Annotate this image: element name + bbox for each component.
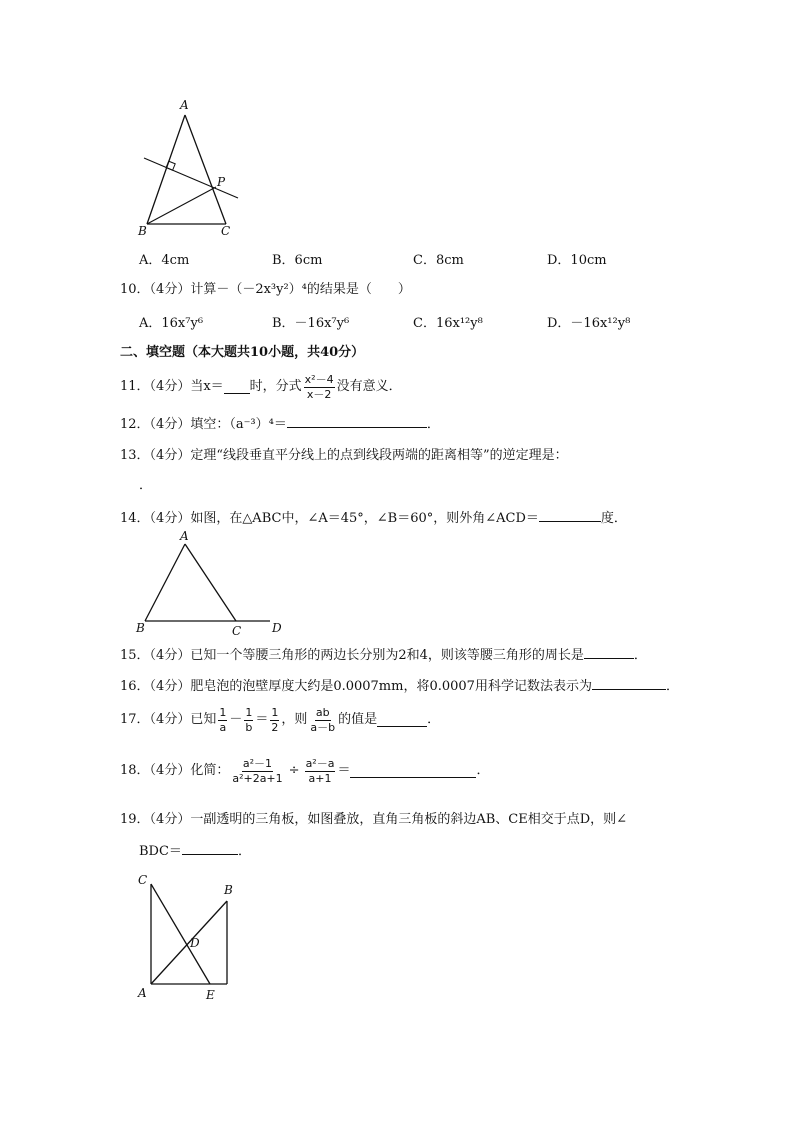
q19-label-a: A (138, 986, 147, 1000)
q18-f2-num: a²－a (305, 756, 335, 770)
q17-fraction-4 (309, 706, 336, 735)
q15 (120, 645, 647, 666)
q14-label-d: D (272, 621, 282, 635)
q19-label-b: B (224, 883, 233, 897)
q17-f1-num: 1 (219, 705, 227, 719)
q14-figure (130, 528, 300, 640)
q9-option-b: B．6cm (272, 253, 323, 268)
q9-option-c: C．8cm (413, 253, 464, 268)
q16-end: ． (665, 679, 679, 694)
q18-answer-blank[interactable] (350, 764, 476, 778)
q14-suffix: 度． (600, 511, 627, 526)
q19-label-d: D (190, 936, 200, 950)
q9-label-c: C (221, 224, 231, 238)
q19-line1: 19．（4分）一副透明的三角板，如图叠放，直角三角板的斜边AB、CE相交于点D，则∠ (120, 812, 628, 827)
q9-label-b: B (138, 224, 147, 238)
q9-label-a: A (180, 98, 189, 112)
q17-f2-den: b (245, 720, 253, 734)
q14-label-b: B (136, 621, 145, 635)
q18-prefix: 18．（4分）化简： (120, 763, 230, 778)
q17-suffix: 的值是 (338, 712, 378, 727)
q11 (120, 370, 402, 404)
q19-line2-end: ． (237, 844, 251, 859)
q18-fraction-1 (231, 757, 283, 786)
q17-f2-num: 1 (245, 705, 253, 719)
q17-end: ． (427, 712, 441, 727)
q11-fraction-num: x²－4 (304, 372, 334, 386)
q14-label-c: C (232, 624, 242, 638)
q17-fraction-3 (270, 706, 279, 735)
q17-mid: ，则 (281, 712, 308, 727)
q18-eq: ＝ (337, 763, 351, 778)
q10-option-b: B．－16x⁷y⁶ (272, 316, 350, 331)
q11-middle: 时，分式 (249, 379, 302, 394)
q19-line2 (139, 841, 251, 862)
q10-option-a: A．16x⁷y⁶ (139, 316, 204, 331)
q15-text: 15．（4分）已知一个等腰三角形的两边长分别为2和4，则该等腰三角形的周长是 (120, 648, 584, 663)
q18-fraction-2 (305, 757, 336, 786)
q11-suffix: 没有意义． (336, 379, 402, 394)
q19-line2-prefix: BDC＝ (139, 844, 182, 859)
q17-prefix: 17．（4分）已知 (120, 712, 217, 727)
q14-answer-blank[interactable] (539, 508, 601, 522)
q16 (120, 676, 679, 697)
q18-f2-den: a+1 (308, 771, 332, 785)
q17-f4-den: a－b (310, 720, 336, 734)
q10-option-d: D．－16x¹²y⁸ (547, 316, 631, 331)
q17-f3-den: 2 (271, 720, 279, 734)
q14 (120, 508, 627, 529)
q12-answer-blank[interactable] (287, 414, 427, 428)
q15-end: ． (633, 648, 647, 663)
q14-label-a: A (180, 529, 189, 543)
q13-line2: ． (139, 478, 153, 493)
section-fill-in-title: 二、填空题（本大题共10小题，共40分） (120, 345, 365, 360)
q18 (120, 752, 490, 790)
q18-divide: ÷ (288, 763, 300, 778)
q19-label-c: C (138, 873, 148, 887)
q9-figure (130, 96, 250, 241)
q11-fraction (304, 373, 335, 402)
q17-f4-num: ab (315, 705, 330, 719)
q19-label-e: E (206, 988, 215, 1002)
q11-answer-blank[interactable] (224, 380, 250, 394)
q16-answer-blank[interactable] (592, 676, 666, 690)
q19-answer-blank[interactable] (182, 841, 238, 855)
q12-text: 12．（4分）填空：（a⁻³）⁴＝ (120, 417, 287, 432)
q13-line1: 13．（4分）定理“线段垂直平分线上的点到线段两端的距离相等”的逆定理是： (120, 448, 568, 463)
q18-f1-num: a²－1 (242, 756, 273, 770)
q17-answer-blank[interactable] (377, 713, 427, 727)
q19-figure (128, 866, 248, 1006)
q9-option-d: D．10cm (547, 253, 607, 268)
q17-eq: ＝ (255, 712, 269, 727)
q14-text: 14．（4分）如图，在△ABC中，∠A＝45°，∠B＝60°，则外角∠ACD＝ (120, 511, 539, 526)
q15-answer-blank[interactable] (584, 645, 634, 659)
q11-fraction-den: x－2 (306, 387, 332, 401)
q17 (120, 702, 440, 738)
q17-f1-den: a (219, 720, 227, 734)
q18-f1-den: a²+2a+1 (232, 771, 283, 785)
q18-end: ． (476, 763, 490, 778)
q9-option-a: A．4cm (139, 253, 190, 268)
q10-stem: 10．（4分）计算－（－2x³y²）⁴的结果是（ ） (120, 282, 411, 297)
q17-fraction-1 (218, 706, 227, 735)
q12 (120, 414, 440, 435)
q17-f3-num: 1 (271, 705, 279, 719)
q9-label-p: P (217, 175, 226, 189)
q12-end: ． (426, 417, 440, 432)
q16-text: 16．（4分）肥皂泡的泡壁厚度大约是0.0007mm，将0.0007用科学记数法表示为 (120, 679, 592, 694)
q10-option-c: C．16x¹²y⁸ (413, 316, 483, 331)
q11-prefix: 11．（4分）当x＝ (120, 379, 224, 394)
q17-fraction-2 (244, 706, 253, 735)
q17-minus: － (229, 712, 243, 727)
